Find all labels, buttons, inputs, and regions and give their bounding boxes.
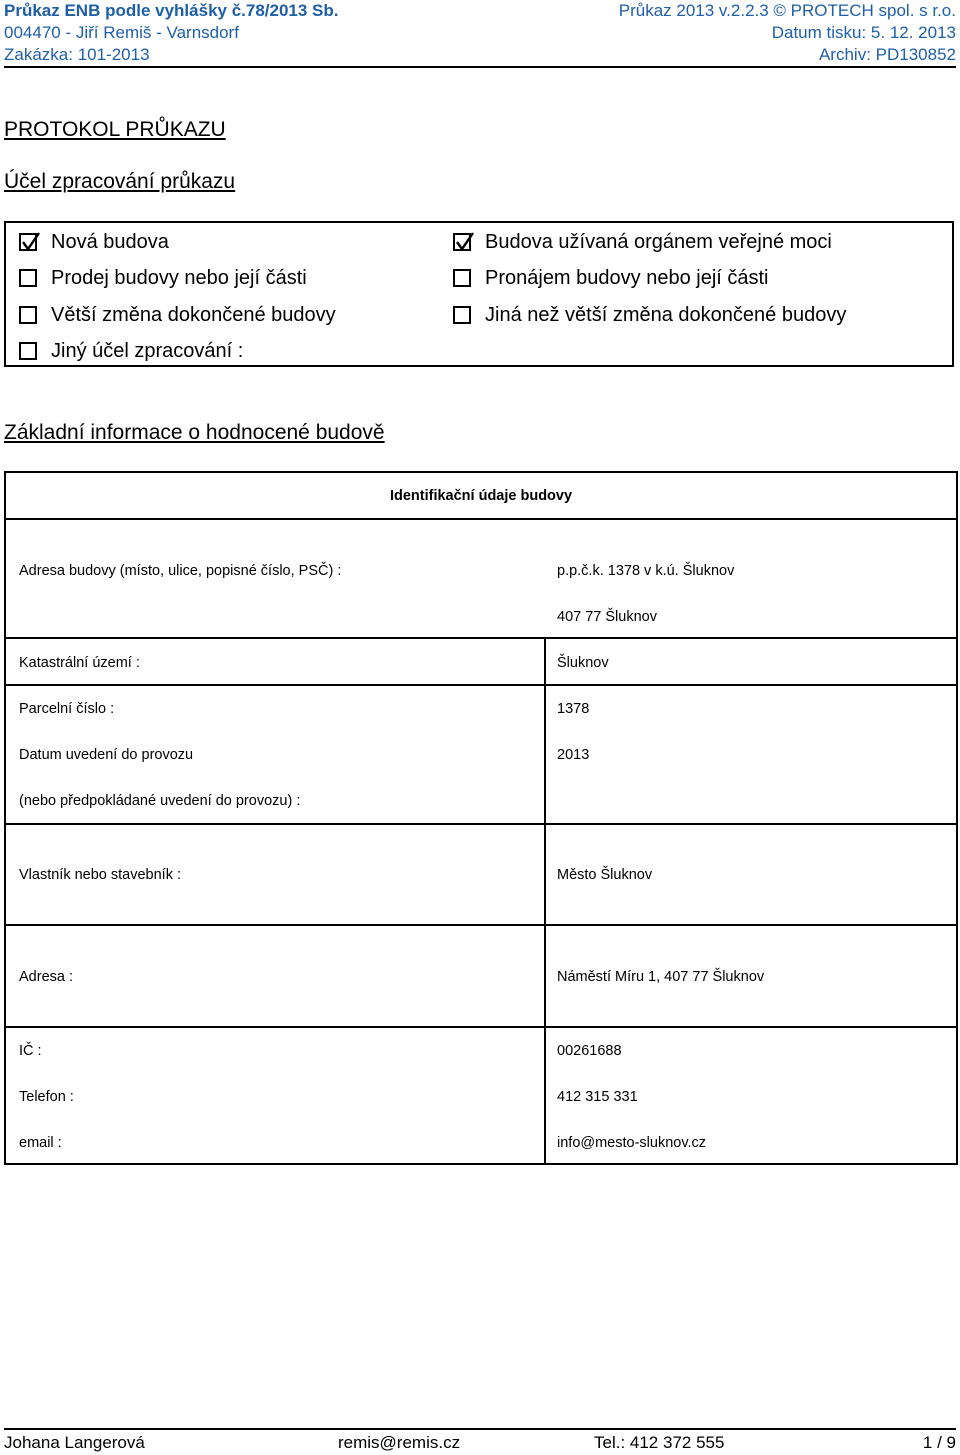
- footer-divider: [4, 1428, 956, 1430]
- table-divider: [6, 823, 956, 825]
- phone-label: Telefon :: [19, 1089, 74, 1105]
- building-info-table: [4, 471, 958, 1165]
- checkbox-checked-icon[interactable]: [453, 233, 471, 251]
- purpose-option-minor-change[interactable]: [453, 302, 846, 328]
- column-divider: [544, 637, 546, 1165]
- purpose-option-label: Jiná než větší změna dokončené budovy: [485, 304, 847, 326]
- footer-email: remis@remis.cz: [338, 1433, 461, 1452]
- operation-date-label: Datum uvedení do provozu: [19, 747, 194, 763]
- owner-address-label: Adresa :: [19, 969, 73, 985]
- header-line-2: [4, 22, 956, 44]
- footer-phone: Tel.: 412 372 555: [594, 1433, 725, 1452]
- page-title: PROTOKOL PRŮKAZU: [4, 118, 226, 141]
- checkbox-icon[interactable]: [453, 306, 471, 324]
- owner-value: Město Šluknov: [557, 867, 653, 883]
- archive-number: Archiv: PD130852: [818, 45, 956, 64]
- checkbox-icon[interactable]: [19, 306, 37, 324]
- purpose-option-lease[interactable]: [453, 265, 769, 291]
- checkbox-icon[interactable]: [19, 269, 37, 287]
- purpose-option-label: Budova užívaná orgánem veřejné moci: [485, 231, 832, 253]
- table-divider: [6, 684, 956, 686]
- purpose-option-new-building[interactable]: [19, 229, 169, 255]
- header-line-3: [4, 44, 956, 66]
- purpose-option-other[interactable]: [19, 338, 243, 364]
- software-version: Průkaz 2013 v.2.2.3 © PROTECH spol. s r.o.: [618, 1, 956, 20]
- purpose-option-label: Větší změna dokončené budovy: [51, 304, 336, 326]
- purpose-option-label: Jiný účel zpracování :: [51, 340, 244, 362]
- company-id-label: IČ :: [19, 1043, 42, 1059]
- checkbox-checked-icon[interactable]: [19, 233, 37, 251]
- purpose-option-public-authority[interactable]: [453, 229, 832, 255]
- owner-label: Vlastník nebo stavebník :: [19, 867, 182, 883]
- footer-author: Johana Langerová: [4, 1433, 145, 1452]
- purpose-option-label: Prodej budovy nebo její části: [51, 267, 307, 289]
- operation-date-note: (nebo předpokládané uvedení do provozu) :: [19, 793, 301, 809]
- operation-date-value: 2013: [557, 747, 590, 763]
- table-divider: [6, 637, 956, 639]
- page-number: 1 / 9: [922, 1433, 956, 1452]
- table-divider: [6, 1026, 956, 1028]
- purpose-options-box: [4, 221, 954, 367]
- building-info-heading: Základní informace o hodnocené budově: [4, 421, 385, 444]
- document-type: Průkaz ENB podle vyhlášky č.78/2013 Sb.: [4, 1, 339, 20]
- cadastral-label: Katastrální území :: [19, 655, 140, 671]
- cadastral-value: Šluknov: [557, 655, 609, 671]
- checkbox-icon[interactable]: [19, 342, 37, 360]
- address-value-line2: 407 77 Šluknov: [557, 609, 657, 625]
- purpose-heading: Účel zpracování průkazu: [4, 170, 236, 193]
- author-id: 004470 - Jiří Remiš - Varnsdorf: [4, 23, 239, 42]
- purpose-option-sale[interactable]: [19, 265, 307, 291]
- table-heading: Identifikační údaje budovy: [389, 488, 573, 504]
- address-label: Adresa budovy (místo, ulice, popisné číslo, PSČ) :: [19, 563, 342, 579]
- purpose-option-label: Nová budova: [51, 231, 169, 253]
- email-value: info@mesto-sluknov.cz: [557, 1135, 707, 1151]
- parcel-value: 1378: [557, 701, 590, 717]
- parcel-label: Parcelní číslo :: [19, 701, 115, 717]
- table-divider: [6, 924, 956, 926]
- table-divider: [6, 518, 956, 520]
- header-divider: [4, 66, 956, 68]
- email-label: email :: [19, 1135, 62, 1151]
- print-date: Datum tisku: 5. 12. 2013: [771, 23, 956, 42]
- checkbox-icon[interactable]: [453, 269, 471, 287]
- company-id-value: 00261688: [557, 1043, 622, 1059]
- order-number: Zakázka: 101-2013: [4, 45, 150, 64]
- header-line-1: [4, 0, 956, 22]
- phone-value: 412 315 331: [557, 1089, 638, 1105]
- purpose-option-label: Pronájem budovy nebo její části: [485, 267, 769, 289]
- purpose-option-major-change[interactable]: [19, 302, 336, 328]
- owner-address-value: Náměstí Míru 1, 407 77 Šluknov: [557, 969, 765, 985]
- address-value-line1: p.p.č.k. 1378 v k.ú. Šluknov: [557, 563, 735, 579]
